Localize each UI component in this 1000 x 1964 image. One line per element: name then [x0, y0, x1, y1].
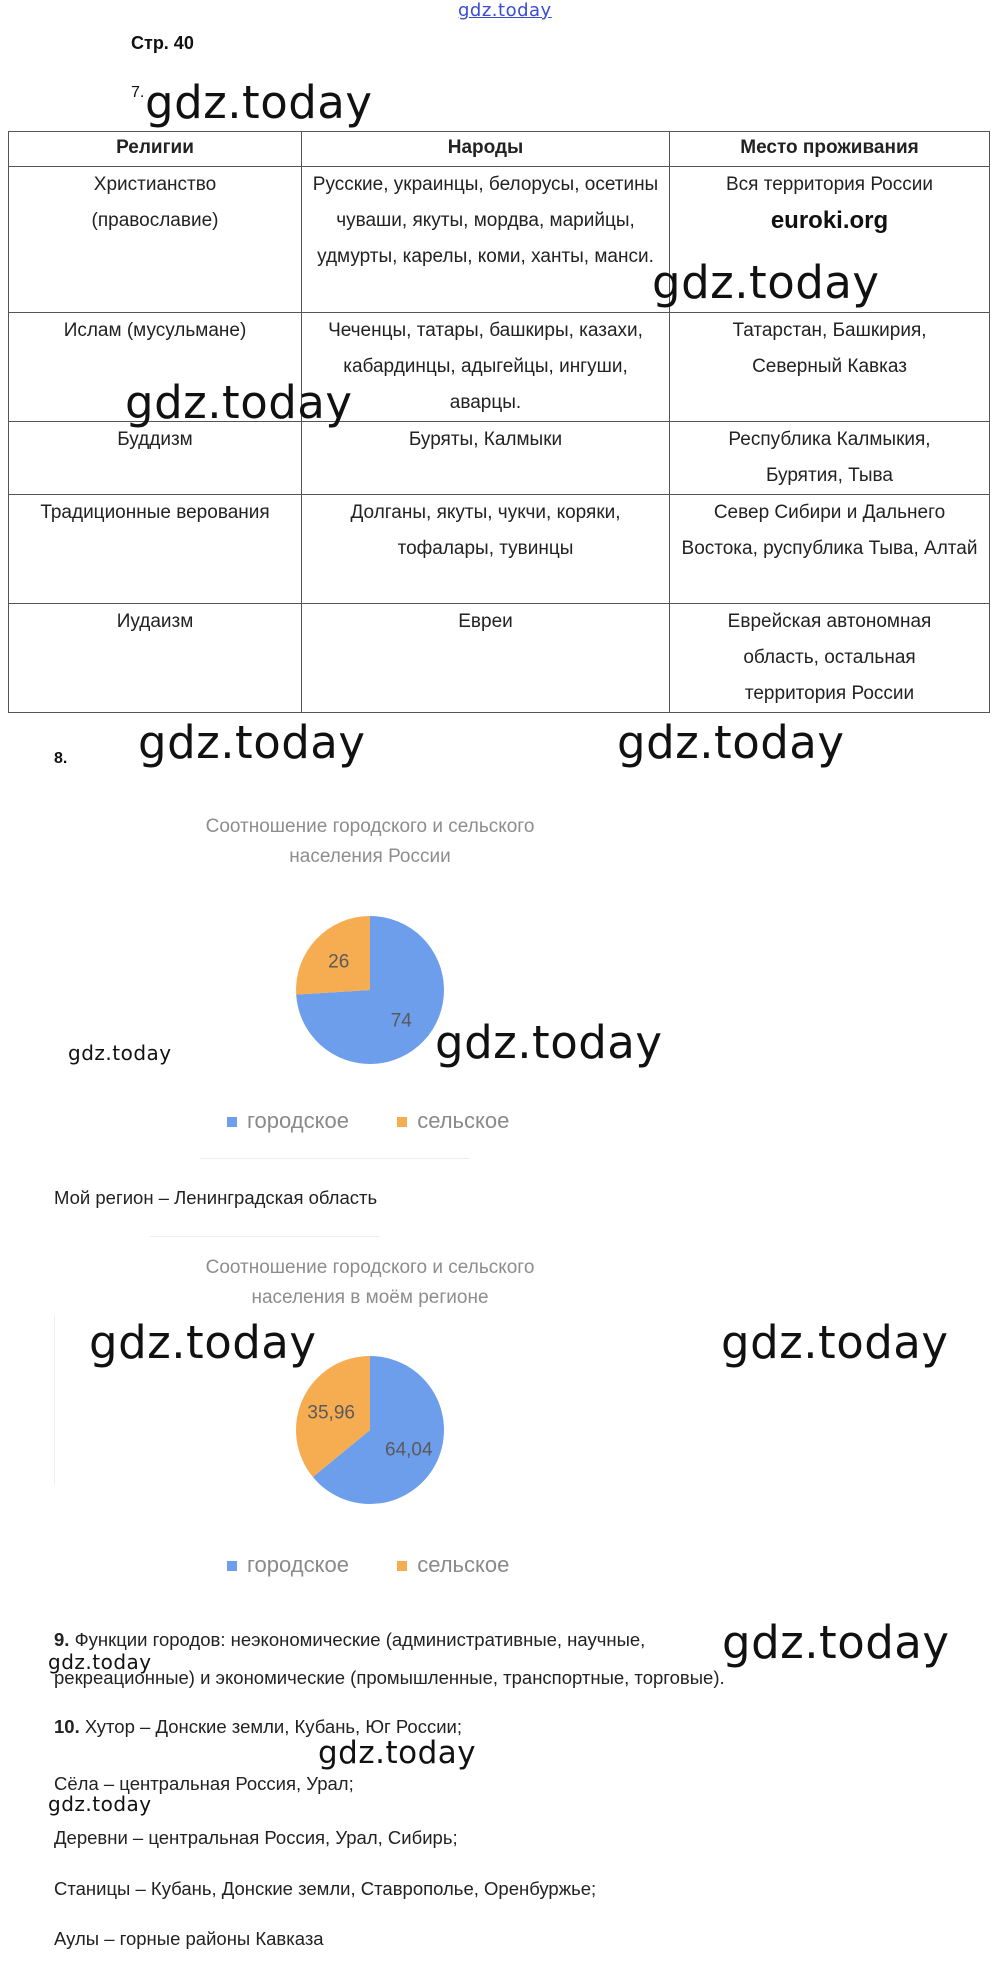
watermark: gdz.today: [722, 1616, 950, 1669]
chart-title: Соотношение городского и сельского населения России: [205, 816, 535, 867]
pie-chart: [280, 900, 460, 1080]
legend-item-urban: городское: [227, 1108, 349, 1133]
question-9-line-1: 9. Функции городов: неэкономические (административные, научные,: [54, 1629, 646, 1650]
header-religions: Религии: [9, 132, 302, 167]
header-place: Место проживания: [670, 132, 990, 167]
watermark: gdz.today: [125, 376, 353, 429]
legend-item-urban: городское: [227, 1552, 349, 1577]
divider: [150, 1236, 380, 1237]
region-text: Мой регион – Ленинградская область: [54, 1187, 378, 1208]
legend-swatch: [397, 1117, 407, 1127]
religion-cell: Буддизм: [9, 422, 302, 495]
watermark: gdz.today: [48, 1650, 152, 1674]
watermark: gdz.today: [721, 1316, 949, 1369]
peoples-cell: Долганы, якуты, чукчи, коряки, тофалары, тувинцы: [302, 495, 670, 604]
pie-slice-label: 35,96: [307, 1402, 355, 1424]
pie-slice-label: 74: [390, 1010, 412, 1032]
table-row: [9, 422, 990, 495]
question-10-line-3: Деревни – центральная Россия, Урал, Сибирь;: [54, 1827, 458, 1848]
table-row: [9, 604, 990, 713]
watermark: gdz.today: [435, 1016, 663, 1069]
peoples-cell: Евреи: [302, 604, 670, 713]
question-10-line-4: Станицы – Кубань, Донские земли, Ставрополье, Оренбуржье;: [54, 1878, 597, 1899]
watermark: gdz.today: [48, 1792, 152, 1816]
question-10-number: 10.: [54, 1716, 80, 1737]
legend-swatch: [397, 1561, 407, 1571]
divider: [200, 1158, 470, 1159]
chart-legend: [227, 1108, 509, 1134]
legend-swatch: [227, 1561, 237, 1571]
question-10-line-2: Сёла – центральная Россия, Урал;: [54, 1773, 354, 1794]
peoples-cell: Русские, украинцы, белорусы, осетины чуваши, якуты, мордва, марийцы, удмурты, карелы, коми, ханты, манси.: [302, 167, 670, 313]
chart-title: Соотношение городского и сельского населения в моём регионе: [205, 1257, 535, 1308]
top-watermark-link[interactable]: gdz.today: [458, 0, 552, 21]
watermark: gdz.today: [68, 1041, 172, 1065]
question-9-number: 9.: [54, 1629, 70, 1650]
watermark: gdz.today: [617, 716, 845, 769]
page-label: Стр. 40: [131, 33, 194, 53]
watermark: gdz.today: [652, 256, 880, 309]
place-cell: Республика Калмыкия, Бурятия, Тыва: [670, 422, 990, 495]
watermark: gdz.today: [89, 1316, 317, 1369]
chart-legend: [227, 1552, 509, 1578]
peoples-cell: Буряты, Калмыки: [302, 422, 670, 495]
watermark: gdz.today: [138, 716, 366, 769]
place-cell: Татарстан, Башкирия, Северный Кавказ: [670, 313, 990, 422]
pie-slice-label: 26: [328, 951, 350, 973]
religion-cell: Христианство (православие): [9, 167, 302, 313]
question-9-line-2: рекреационные) и экономические (промышленные, транспортные, торговые).: [54, 1667, 725, 1688]
question-10-line-5: Аулы – горные районы Кавказа: [54, 1928, 324, 1949]
place-cell: Север Сибири и Дальнего Востока, руспублика Тыва, Алтай: [670, 495, 990, 604]
header-peoples: Народы: [302, 132, 670, 167]
peoples-cell: Чеченцы, татары, башкиры, казахи, кабардинцы, адыгейцы, ингуши, аварцы.: [302, 313, 670, 422]
chart-frame-edge: [54, 1315, 55, 1485]
legend-swatch: [227, 1117, 237, 1127]
religion-cell: Иудаизм: [9, 604, 302, 713]
question-10-line-1: 10. Хутор – Донские земли, Кубань, Юг России;: [54, 1716, 463, 1737]
euroki-watermark: euroki.org: [770, 207, 889, 234]
place-cell: Вся территория России euroki.org: [670, 167, 990, 313]
legend-item-rural: сельское: [397, 1552, 509, 1577]
religion-cell: Традиционные верования: [9, 495, 302, 604]
pie-slice-label: 64,04: [385, 1439, 433, 1461]
watermark: gdz.today: [145, 76, 373, 129]
watermark: gdz.today: [318, 1735, 477, 1771]
question-7-number: 7.: [131, 84, 145, 101]
question-8-number: 8.: [54, 750, 68, 767]
place-cell: Еврейская автономная область, остальная территория России: [670, 604, 990, 713]
table-row: [9, 495, 990, 604]
table-header-row: [9, 132, 990, 167]
religion-cell: Ислам (мусульмане): [9, 313, 302, 422]
legend-item-rural: сельское: [397, 1108, 509, 1133]
